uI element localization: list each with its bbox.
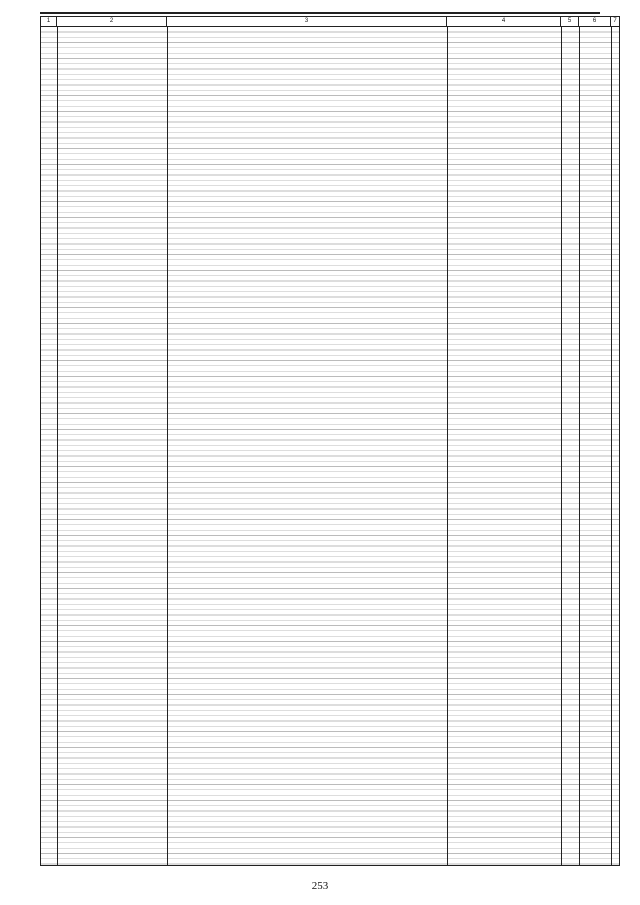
page-number: 253 <box>311 880 329 892</box>
register-table <box>40 16 620 866</box>
col-header-6: 6 <box>579 17 611 26</box>
col-header-4: 4 <box>447 17 561 26</box>
col-header-3: 3 <box>167 17 447 26</box>
col-header-7: 7 <box>613 18 617 24</box>
col-header-5: 5 <box>561 17 579 26</box>
col-header-2: 2 <box>57 17 167 26</box>
table-body <box>41 27 619 865</box>
col-header-1: 1 <box>41 17 57 26</box>
top-rule <box>40 12 600 14</box>
table-header-row <box>41 17 619 27</box>
